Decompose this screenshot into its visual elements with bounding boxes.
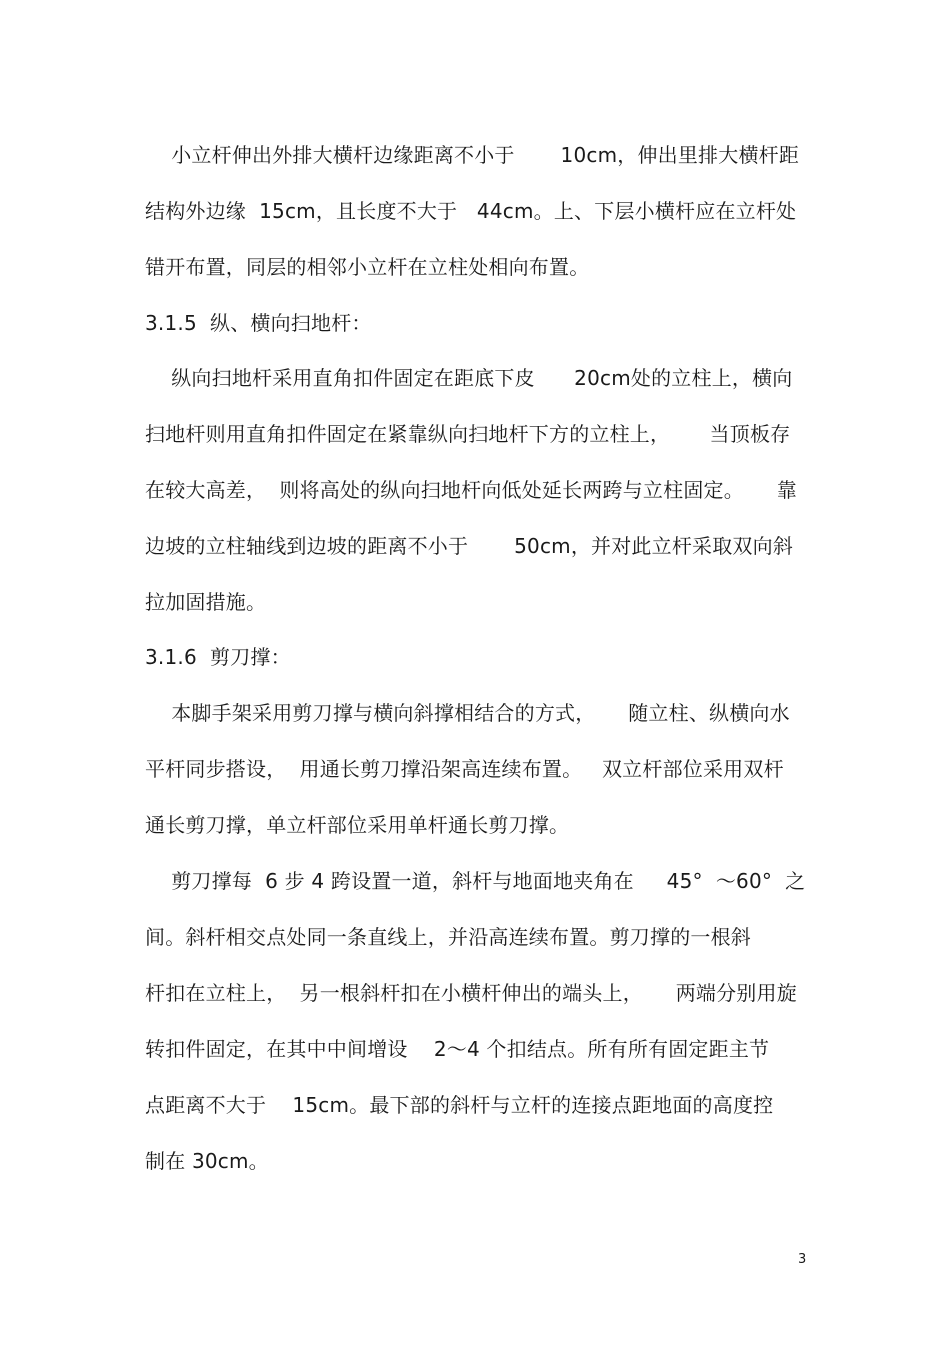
paragraph-line: 杆扣在立柱上， 另一根斜杆扣在小横杆伸出的端头上， 两端分别用旋 bbox=[145, 981, 797, 1005]
paragraph-line: 小立杆伸出外排大横杆边缘距离不小于 10cm，伸出里排大横杆距 bbox=[145, 143, 800, 167]
section-heading-3-1-6: 3.1.6 剪刀撑： bbox=[145, 645, 291, 669]
paragraph-line: 错开布置，同层的相邻小立杆在立柱处相向布置。 bbox=[145, 255, 590, 279]
paragraph-line: 纵向扫地杆采用直角扣件固定在距底下皮 20cm处的立柱上，横向 bbox=[145, 366, 793, 390]
paragraph-line: 扫地杆则用直角扣件固定在紧靠纵向扫地杆下方的立柱上， 当顶板存 bbox=[145, 422, 791, 446]
paragraph-line: 在较大高差， 则将高处的纵向扫地杆向低处延长两跨与立柱固定。 靠 bbox=[145, 478, 797, 502]
paragraph-line: 间。斜杆相交点处同一条直线上，并沿高连续布置。剪刀撑的一根斜 bbox=[145, 925, 751, 949]
paragraph-line: 结构外边缘 15cm，且长度不大于 44cm。上、下层小横杆应在立杆处 bbox=[145, 199, 797, 223]
paragraph-line: 点距离不大于 15cm。最下部的斜杆与立杆的连接点距地面的高度控 bbox=[145, 1093, 774, 1117]
paragraph-line: 通长剪刀撑，单立杆部位采用单杆通长剪刀撑。 bbox=[145, 813, 570, 837]
paragraph-line: 拉加固措施。 bbox=[145, 590, 267, 614]
paragraph-line: 本脚手架采用剪刀撑与横向斜撑相结合的方式， 随立柱、纵横向水 bbox=[145, 701, 790, 725]
paragraph-line: 边坡的立柱轴线到边坡的距离不小于 50cm，并对此立杆采取双向斜 bbox=[145, 534, 794, 558]
paragraph-line: 转扣件固定，在其中中间增设 2～4 个扣结点。所有所有固定距主节 bbox=[145, 1037, 770, 1061]
paragraph-line: 制在 30cm。 bbox=[145, 1149, 269, 1173]
paragraph-line: 平杆同步搭设， 用通长剪刀撑沿架高连续布置。 双立杆部位采用双杆 bbox=[145, 757, 784, 781]
page-number: 3 bbox=[798, 1252, 807, 1267]
paragraph-line: 剪刀撑每 6 步 4 跨设置一道，斜杆与地面地夹角在 45° ～60° 之 bbox=[145, 869, 806, 893]
section-heading-3-1-5: 3.1.5 纵、横向扫地杆： bbox=[145, 311, 372, 335]
